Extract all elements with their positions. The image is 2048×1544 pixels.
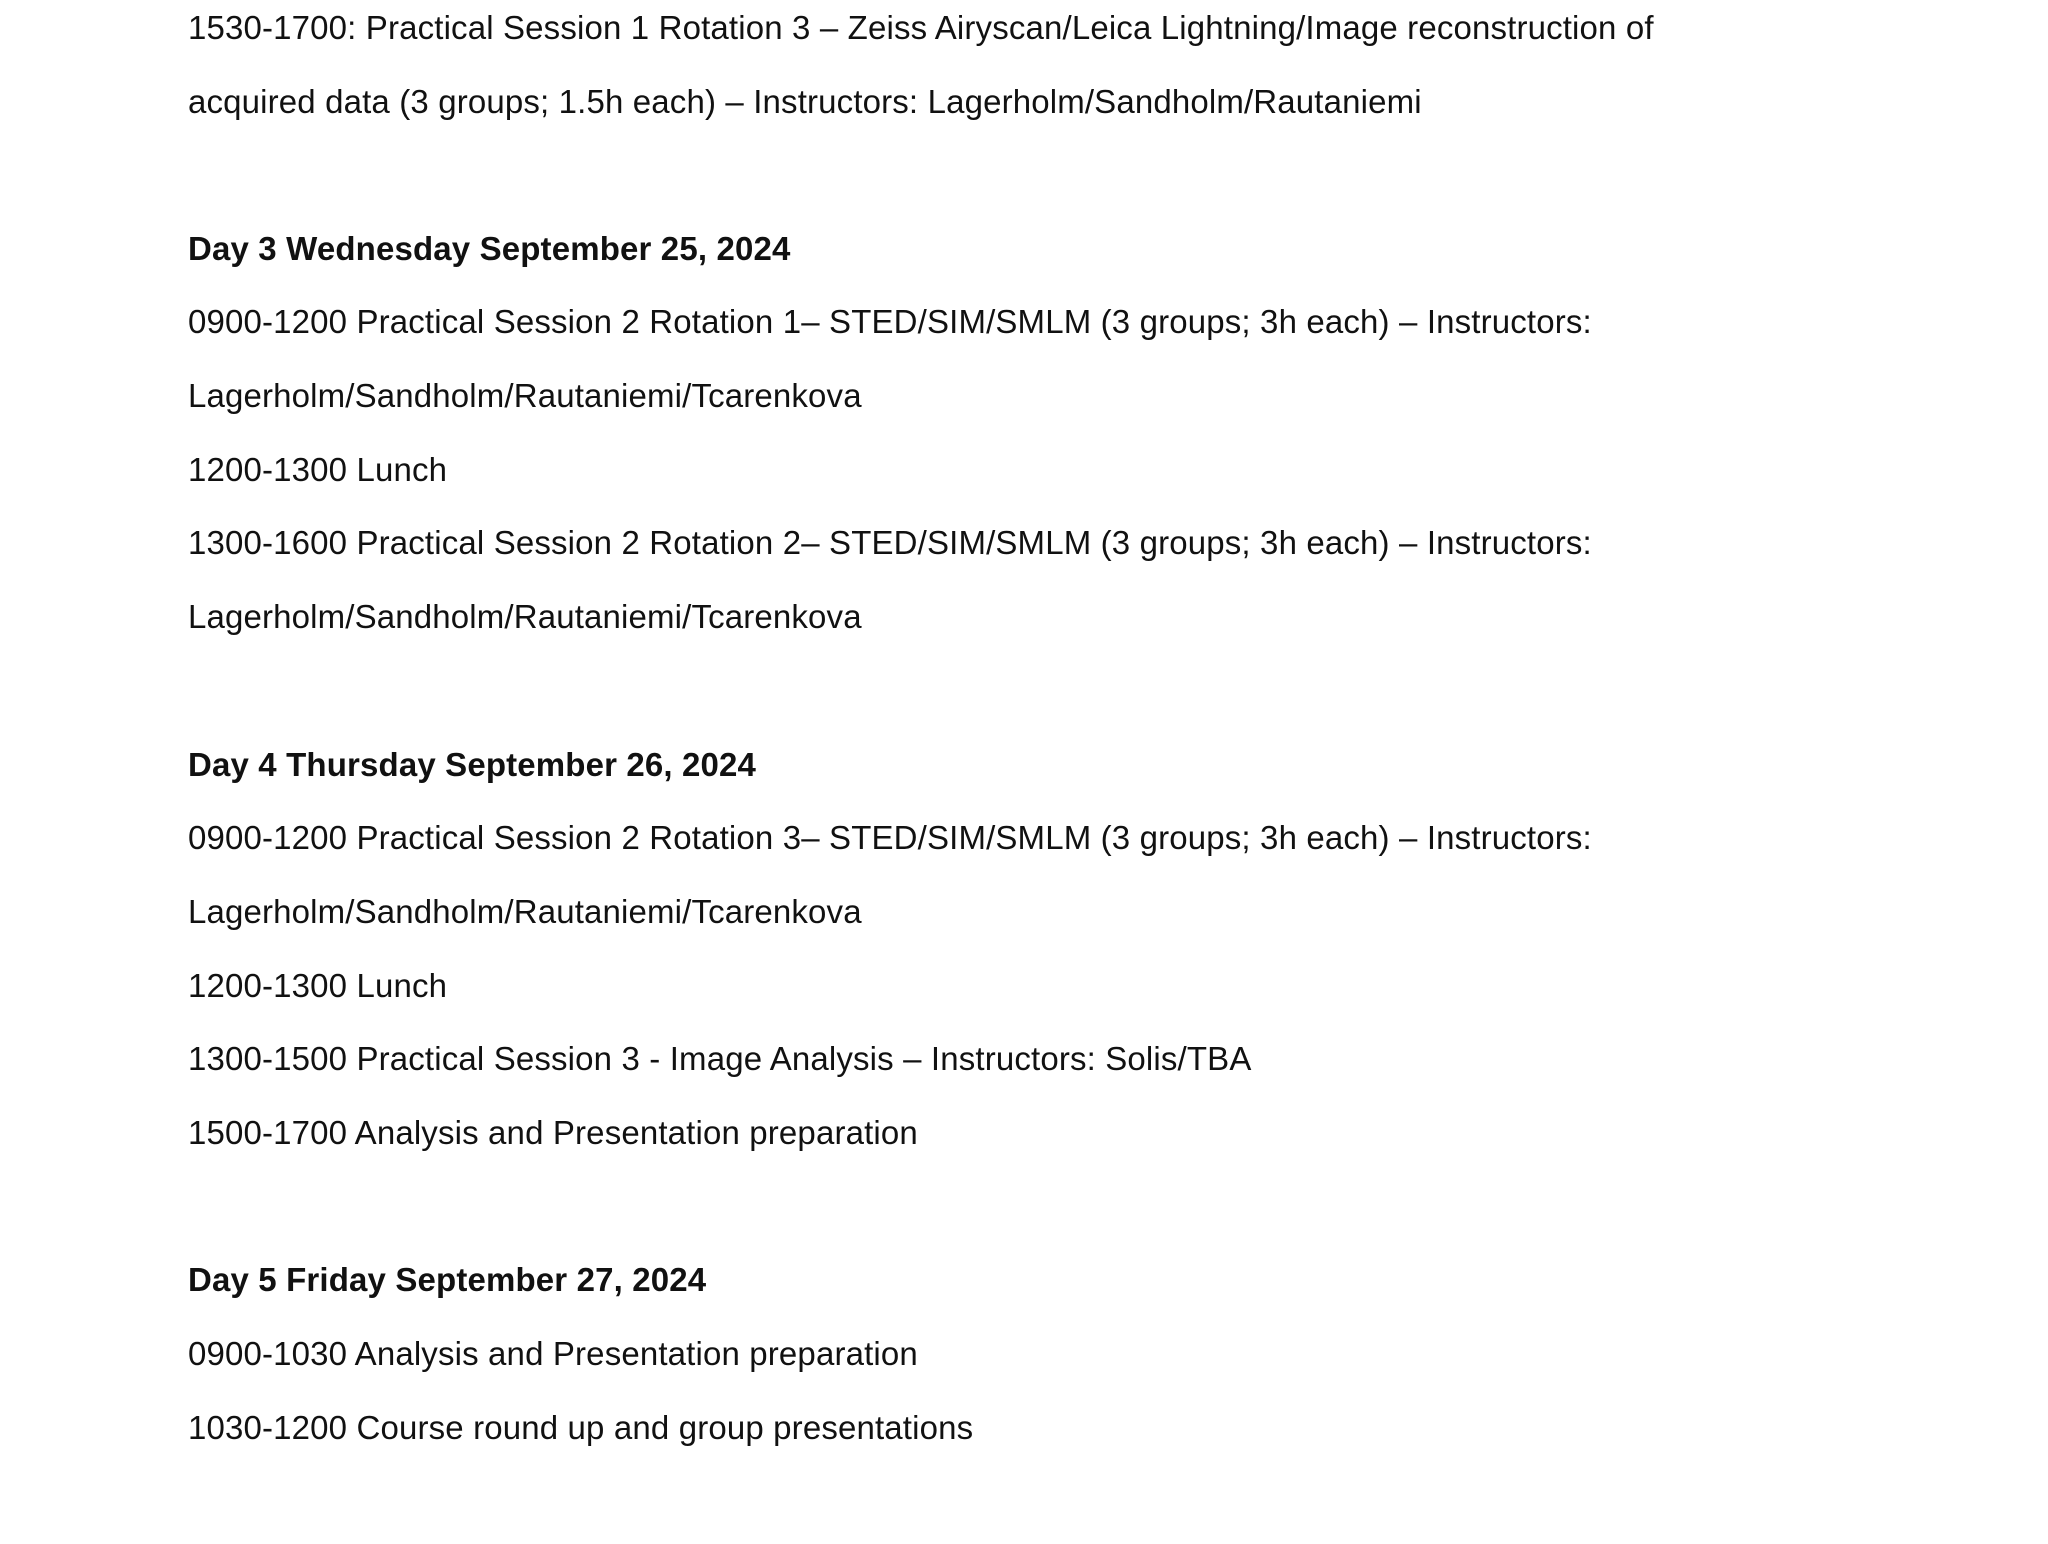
intro-line-1: 1530-1700: Practical Session 1 Rotation 3 – Zeiss Airyscan/Leica Lightning/Image reconstruction of (188, 9, 1654, 46)
day4-line-4: 1300-1500 Practical Session 3 - Image Analysis – Instructors: Solis/TBA (188, 1040, 1252, 1077)
day3-line-5: Lagerholm/Sandholm/Rautaniemi/Tcarenkova (188, 598, 862, 635)
intro-line-2: acquired data (3 groups; 1.5h each) – Instructors: Lagerholm/Sandholm/Rautaniemi (188, 83, 1422, 120)
day4-line-1: 0900-1200 Practical Session 2 Rotation 3– STED/SIM/SMLM (3 groups; 3h each) – Instructors: (188, 819, 1592, 856)
day3-line-4: 1300-1600 Practical Session 2 Rotation 2– STED/SIM/SMLM (3 groups; 3h each) – Instructors: (188, 524, 1592, 561)
day4-line-3: 1200-1300 Lunch (188, 967, 448, 1004)
day5-line-1: 0900-1030 Analysis and Presentation preparation (188, 1335, 918, 1372)
day4-line-5: 1500-1700 Analysis and Presentation preparation (188, 1114, 918, 1151)
day4-line-2: Lagerholm/Sandholm/Rautaniemi/Tcarenkova (188, 893, 862, 930)
day3-heading: Day 3 Wednesday September 25, 2024 (188, 230, 791, 267)
day5-heading: Day 5 Friday September 27, 2024 (188, 1261, 707, 1298)
day3-line-1: 0900-1200 Practical Session 2 Rotation 1– STED/SIM/SMLM (3 groups; 3h each) – Instructors: (188, 303, 1592, 340)
day4-heading: Day 4 Thursday September 26, 2024 (188, 746, 757, 783)
day3-line-2: Lagerholm/Sandholm/Rautaniemi/Tcarenkova (188, 377, 862, 414)
day3-line-3: 1200-1300 Lunch (188, 451, 448, 488)
day5-line-2: 1030-1200 Course round up and group presentations (188, 1409, 974, 1446)
